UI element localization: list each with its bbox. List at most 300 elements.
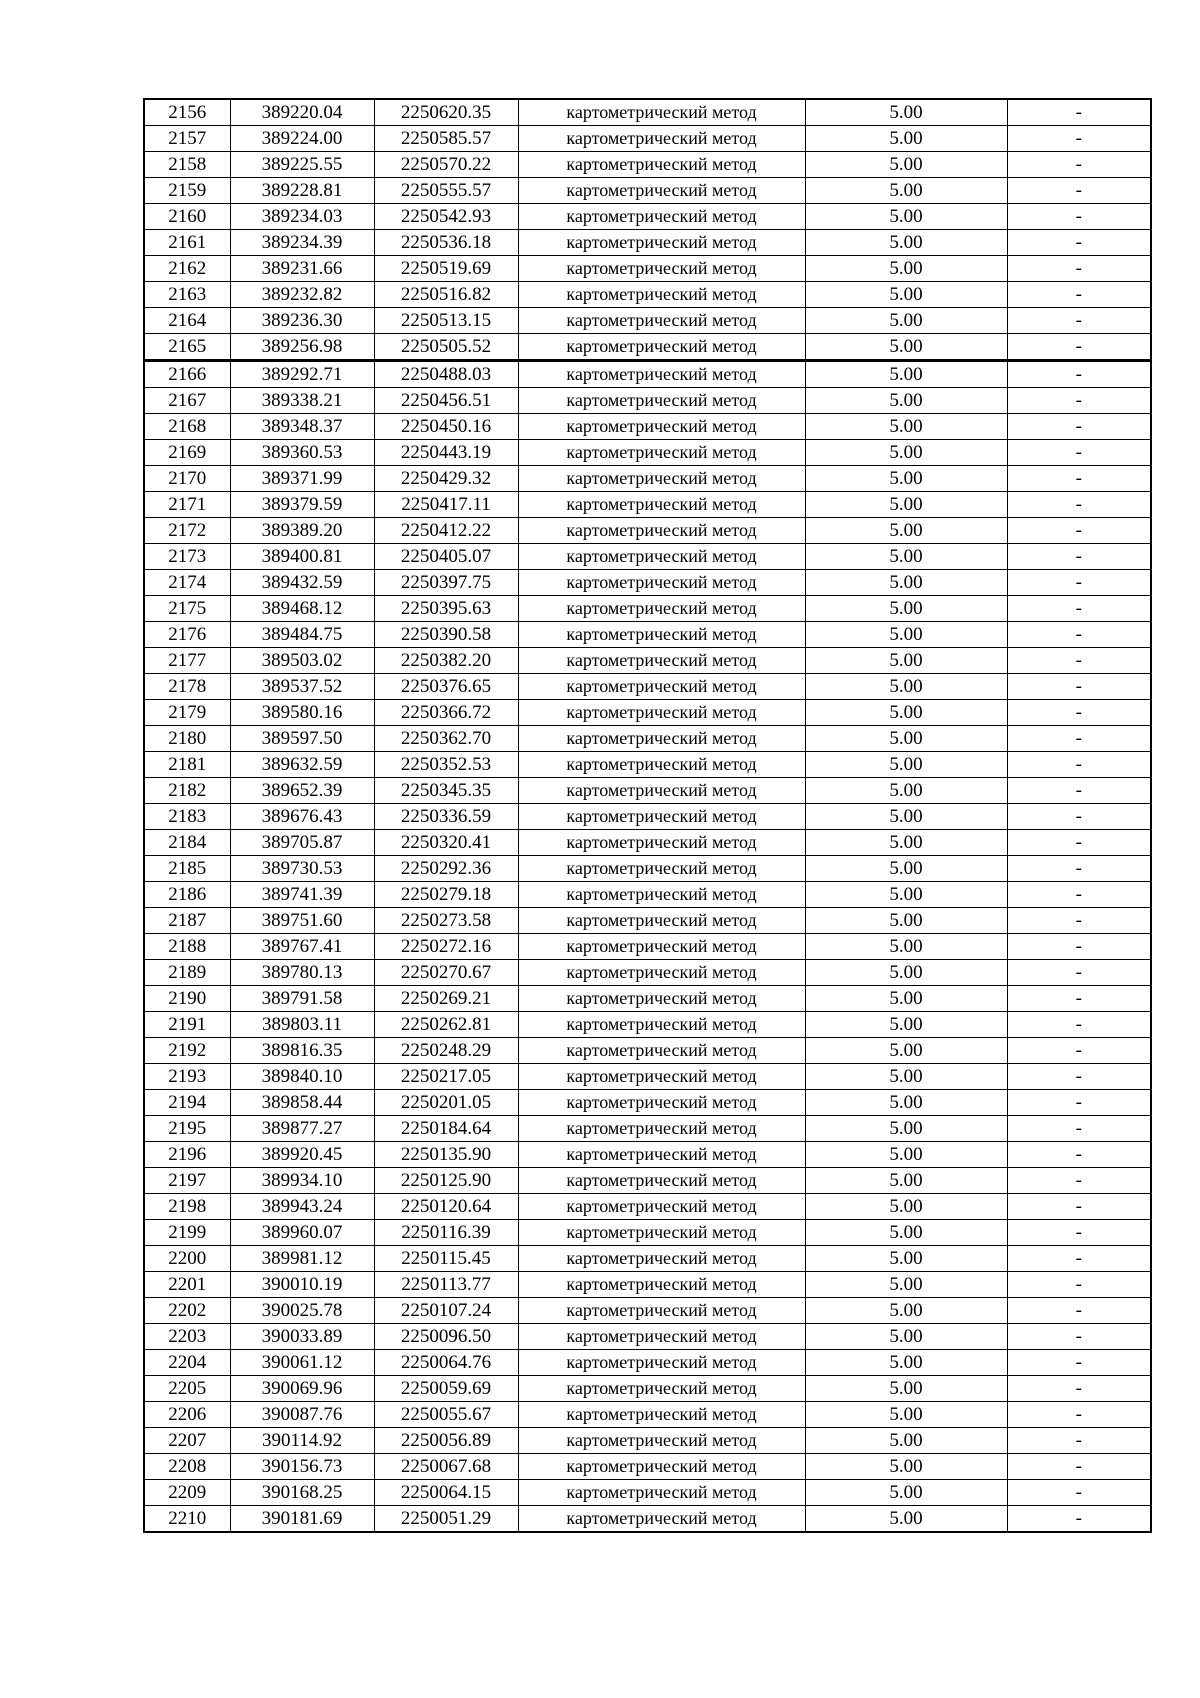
accuracy-cell: 5.00 [805, 1376, 1007, 1402]
table-row [144, 1038, 1151, 1064]
table-row [144, 570, 1151, 596]
point-number-cell: 2182 [144, 778, 230, 804]
y-coordinate-cell: 2250516.82 [374, 282, 518, 308]
x-coordinate-cell: 389943.24 [230, 1194, 374, 1220]
method-cell: картометрический метод [518, 1142, 805, 1168]
y-coordinate-cell: 2250395.63 [374, 596, 518, 622]
accuracy-cell: 5.00 [805, 1064, 1007, 1090]
method-cell: картометрический метод [518, 908, 805, 934]
x-coordinate-cell: 389767.41 [230, 934, 374, 960]
method-cell: картометрический метод [518, 1038, 805, 1064]
table-row [144, 1090, 1151, 1116]
x-coordinate-cell: 389791.58 [230, 986, 374, 1012]
method-cell: картометрический метод [518, 1402, 805, 1428]
y-coordinate-cell: 2250513.15 [374, 308, 518, 334]
y-coordinate-cell: 2250376.65 [374, 674, 518, 700]
point-number-cell: 2189 [144, 960, 230, 986]
point-number-cell: 2186 [144, 882, 230, 908]
y-coordinate-cell: 2250115.45 [374, 1246, 518, 1272]
y-coordinate-cell: 2250390.58 [374, 622, 518, 648]
x-coordinate-cell: 389877.27 [230, 1116, 374, 1142]
table-row [144, 99, 1151, 126]
table-row [144, 414, 1151, 440]
y-coordinate-cell: 2250248.29 [374, 1038, 518, 1064]
accuracy-cell: 5.00 [805, 648, 1007, 674]
x-coordinate-cell: 389371.99 [230, 466, 374, 492]
method-cell: картометрический метод [518, 1298, 805, 1324]
accuracy-cell: 5.00 [805, 1194, 1007, 1220]
accuracy-cell: 5.00 [805, 152, 1007, 178]
description-cell: - [1007, 1142, 1151, 1168]
y-coordinate-cell: 2250320.41 [374, 830, 518, 856]
accuracy-cell: 5.00 [805, 544, 1007, 570]
accuracy-cell: 5.00 [805, 1402, 1007, 1428]
description-cell: - [1007, 388, 1151, 414]
method-cell: картометрический метод [518, 1454, 805, 1480]
y-coordinate-cell: 2250067.68 [374, 1454, 518, 1480]
y-coordinate-cell: 2250429.32 [374, 466, 518, 492]
point-number-cell: 2200 [144, 1246, 230, 1272]
accuracy-cell: 5.00 [805, 256, 1007, 282]
point-number-cell: 2196 [144, 1142, 230, 1168]
point-number-cell: 2173 [144, 544, 230, 570]
point-number-cell: 2167 [144, 388, 230, 414]
y-coordinate-cell: 2250107.24 [374, 1298, 518, 1324]
y-coordinate-cell: 2250443.19 [374, 440, 518, 466]
x-coordinate-cell: 390025.78 [230, 1298, 374, 1324]
accuracy-cell: 5.00 [805, 804, 1007, 830]
accuracy-cell: 5.00 [805, 1012, 1007, 1038]
y-coordinate-cell: 2250352.53 [374, 752, 518, 778]
table-row [144, 778, 1151, 804]
method-cell: картометрический метод [518, 622, 805, 648]
method-cell: картометрический метод [518, 414, 805, 440]
method-cell: картометрический метод [518, 518, 805, 544]
accuracy-cell: 5.00 [805, 934, 1007, 960]
coordinate-table-body [144, 99, 1151, 1532]
accuracy-cell: 5.00 [805, 960, 1007, 986]
point-number-cell: 2166 [144, 361, 230, 388]
x-coordinate-cell: 389934.10 [230, 1168, 374, 1194]
description-cell: - [1007, 1194, 1151, 1220]
x-coordinate-cell: 389292.71 [230, 361, 374, 388]
point-number-cell: 2161 [144, 230, 230, 256]
x-coordinate-cell: 390156.73 [230, 1454, 374, 1480]
method-cell: картометрический метод [518, 492, 805, 518]
accuracy-cell: 5.00 [805, 1246, 1007, 1272]
y-coordinate-cell: 2250217.05 [374, 1064, 518, 1090]
description-cell: - [1007, 466, 1151, 492]
x-coordinate-cell: 389231.66 [230, 256, 374, 282]
accuracy-cell: 5.00 [805, 1142, 1007, 1168]
x-coordinate-cell: 390114.92 [230, 1428, 374, 1454]
accuracy-cell: 5.00 [805, 778, 1007, 804]
table-row [144, 674, 1151, 700]
method-cell: картометрический метод [518, 126, 805, 152]
point-number-cell: 2201 [144, 1272, 230, 1298]
x-coordinate-cell: 390061.12 [230, 1350, 374, 1376]
table-row [144, 856, 1151, 882]
point-number-cell: 2183 [144, 804, 230, 830]
description-cell: - [1007, 414, 1151, 440]
description-cell: - [1007, 1272, 1151, 1298]
table-row [144, 1376, 1151, 1402]
y-coordinate-cell: 2250120.64 [374, 1194, 518, 1220]
accuracy-cell: 5.00 [805, 1428, 1007, 1454]
table-row [144, 986, 1151, 1012]
table-row [144, 804, 1151, 830]
point-number-cell: 2181 [144, 752, 230, 778]
point-number-cell: 2171 [144, 492, 230, 518]
x-coordinate-cell: 389920.45 [230, 1142, 374, 1168]
description-cell: - [1007, 544, 1151, 570]
point-number-cell: 2190 [144, 986, 230, 1012]
point-number-cell: 2195 [144, 1116, 230, 1142]
method-cell: картометрический метод [518, 570, 805, 596]
point-number-cell: 2192 [144, 1038, 230, 1064]
point-number-cell: 2169 [144, 440, 230, 466]
accuracy-cell: 5.00 [805, 1506, 1007, 1533]
description-cell: - [1007, 1220, 1151, 1246]
point-number-cell: 2193 [144, 1064, 230, 1090]
method-cell: картометрический метод [518, 960, 805, 986]
table-row [144, 1506, 1151, 1533]
method-cell: картометрический метод [518, 1376, 805, 1402]
y-coordinate-cell: 2250113.77 [374, 1272, 518, 1298]
accuracy-cell: 5.00 [805, 178, 1007, 204]
description-cell: - [1007, 1428, 1151, 1454]
y-coordinate-cell: 2250505.52 [374, 334, 518, 361]
description-cell: - [1007, 256, 1151, 282]
table-row [144, 1220, 1151, 1246]
table-row [144, 622, 1151, 648]
accuracy-cell: 5.00 [805, 334, 1007, 361]
y-coordinate-cell: 2250059.69 [374, 1376, 518, 1402]
accuracy-cell: 5.00 [805, 1038, 1007, 1064]
point-number-cell: 2202 [144, 1298, 230, 1324]
x-coordinate-cell: 389379.59 [230, 492, 374, 518]
accuracy-cell: 5.00 [805, 282, 1007, 308]
y-coordinate-cell: 2250055.67 [374, 1402, 518, 1428]
method-cell: картометрический метод [518, 388, 805, 414]
method-cell: картометрический метод [518, 1350, 805, 1376]
point-number-cell: 2184 [144, 830, 230, 856]
x-coordinate-cell: 389224.00 [230, 126, 374, 152]
x-coordinate-cell: 389228.81 [230, 178, 374, 204]
y-coordinate-cell: 2250336.59 [374, 804, 518, 830]
point-number-cell: 2163 [144, 282, 230, 308]
description-cell: - [1007, 778, 1151, 804]
accuracy-cell: 5.00 [805, 361, 1007, 388]
x-coordinate-cell: 389232.82 [230, 282, 374, 308]
point-number-cell: 2185 [144, 856, 230, 882]
x-coordinate-cell: 389503.02 [230, 648, 374, 674]
y-coordinate-cell: 2250542.93 [374, 204, 518, 230]
method-cell: картометрический метод [518, 99, 805, 126]
y-coordinate-cell: 2250135.90 [374, 1142, 518, 1168]
accuracy-cell: 5.00 [805, 882, 1007, 908]
description-cell: - [1007, 882, 1151, 908]
y-coordinate-cell: 2250555.57 [374, 178, 518, 204]
description-cell: - [1007, 1090, 1151, 1116]
x-coordinate-cell: 389705.87 [230, 830, 374, 856]
accuracy-cell: 5.00 [805, 622, 1007, 648]
method-cell: картометрический метод [518, 1220, 805, 1246]
point-number-cell: 2159 [144, 178, 230, 204]
point-number-cell: 2177 [144, 648, 230, 674]
x-coordinate-cell: 390181.69 [230, 1506, 374, 1533]
coordinate-table [143, 98, 1152, 1533]
description-cell: - [1007, 1298, 1151, 1324]
point-number-cell: 2203 [144, 1324, 230, 1350]
x-coordinate-cell: 389652.39 [230, 778, 374, 804]
point-number-cell: 2199 [144, 1220, 230, 1246]
x-coordinate-cell: 389632.59 [230, 752, 374, 778]
accuracy-cell: 5.00 [805, 1168, 1007, 1194]
x-coordinate-cell: 389537.52 [230, 674, 374, 700]
point-number-cell: 2158 [144, 152, 230, 178]
point-number-cell: 2194 [144, 1090, 230, 1116]
table-row [144, 466, 1151, 492]
method-cell: картометрический метод [518, 440, 805, 466]
method-cell: картометрический метод [518, 934, 805, 960]
y-coordinate-cell: 2250620.35 [374, 99, 518, 126]
x-coordinate-cell: 389803.11 [230, 1012, 374, 1038]
method-cell: картометрический метод [518, 466, 805, 492]
x-coordinate-cell: 389484.75 [230, 622, 374, 648]
table-row [144, 1246, 1151, 1272]
y-coordinate-cell: 2250096.50 [374, 1324, 518, 1350]
x-coordinate-cell: 389360.53 [230, 440, 374, 466]
y-coordinate-cell: 2250270.67 [374, 960, 518, 986]
x-coordinate-cell: 389234.39 [230, 230, 374, 256]
y-coordinate-cell: 2250366.72 [374, 700, 518, 726]
x-coordinate-cell: 389234.03 [230, 204, 374, 230]
description-cell: - [1007, 934, 1151, 960]
description-cell: - [1007, 830, 1151, 856]
y-coordinate-cell: 2250125.90 [374, 1168, 518, 1194]
method-cell: картометрический метод [518, 804, 805, 830]
table-row [144, 726, 1151, 752]
point-number-cell: 2204 [144, 1350, 230, 1376]
table-row [144, 1142, 1151, 1168]
y-coordinate-cell: 2250292.36 [374, 856, 518, 882]
method-cell: картометрический метод [518, 752, 805, 778]
x-coordinate-cell: 389236.30 [230, 308, 374, 334]
table-row [144, 1064, 1151, 1090]
description-cell: - [1007, 178, 1151, 204]
description-cell: - [1007, 986, 1151, 1012]
description-cell: - [1007, 230, 1151, 256]
method-cell: картометрический метод [518, 1090, 805, 1116]
accuracy-cell: 5.00 [805, 492, 1007, 518]
description-cell: - [1007, 1376, 1151, 1402]
method-cell: картометрический метод [518, 1506, 805, 1533]
method-cell: картометрический метод [518, 1480, 805, 1506]
x-coordinate-cell: 389960.07 [230, 1220, 374, 1246]
table-row [144, 1454, 1151, 1480]
description-cell: - [1007, 361, 1151, 388]
method-cell: картометрический метод [518, 1246, 805, 1272]
point-number-cell: 2207 [144, 1428, 230, 1454]
table-row [144, 230, 1151, 256]
x-coordinate-cell: 390010.19 [230, 1272, 374, 1298]
table-row [144, 1402, 1151, 1428]
method-cell: картометрический метод [518, 1194, 805, 1220]
x-coordinate-cell: 389338.21 [230, 388, 374, 414]
y-coordinate-cell: 2250405.07 [374, 544, 518, 570]
method-cell: картометрический метод [518, 778, 805, 804]
y-coordinate-cell: 2250272.16 [374, 934, 518, 960]
table-row [144, 361, 1151, 388]
x-coordinate-cell: 389840.10 [230, 1064, 374, 1090]
method-cell: картометрический метод [518, 1272, 805, 1298]
table-row [144, 334, 1151, 361]
table-row [144, 1480, 1151, 1506]
x-coordinate-cell: 389400.81 [230, 544, 374, 570]
method-cell: картометрический метод [518, 204, 805, 230]
table-row [144, 1168, 1151, 1194]
accuracy-cell: 5.00 [805, 1454, 1007, 1480]
point-number-cell: 2187 [144, 908, 230, 934]
method-cell: картометрический метод [518, 1168, 805, 1194]
y-coordinate-cell: 2250269.21 [374, 986, 518, 1012]
y-coordinate-cell: 2250116.39 [374, 1220, 518, 1246]
table-row [144, 648, 1151, 674]
method-cell: картометрический метод [518, 1064, 805, 1090]
method-cell: картометрический метод [518, 152, 805, 178]
method-cell: картометрический метод [518, 1324, 805, 1350]
point-number-cell: 2162 [144, 256, 230, 282]
description-cell: - [1007, 440, 1151, 466]
description-cell: - [1007, 570, 1151, 596]
table-row [144, 256, 1151, 282]
description-cell: - [1007, 1012, 1151, 1038]
table-row [144, 1194, 1151, 1220]
x-coordinate-cell: 389389.20 [230, 518, 374, 544]
method-cell: картометрический метод [518, 282, 805, 308]
description-cell: - [1007, 492, 1151, 518]
accuracy-cell: 5.00 [805, 204, 1007, 230]
point-number-cell: 2180 [144, 726, 230, 752]
description-cell: - [1007, 674, 1151, 700]
point-number-cell: 2174 [144, 570, 230, 596]
method-cell: картометрический метод [518, 700, 805, 726]
method-cell: картометрический метод [518, 882, 805, 908]
y-coordinate-cell: 2250456.51 [374, 388, 518, 414]
y-coordinate-cell: 2250262.81 [374, 1012, 518, 1038]
accuracy-cell: 5.00 [805, 1116, 1007, 1142]
point-number-cell: 2172 [144, 518, 230, 544]
point-number-cell: 2188 [144, 934, 230, 960]
method-cell: картометрический метод [518, 648, 805, 674]
x-coordinate-cell: 389858.44 [230, 1090, 374, 1116]
y-coordinate-cell: 2250279.18 [374, 882, 518, 908]
x-coordinate-cell: 389348.37 [230, 414, 374, 440]
y-coordinate-cell: 2250570.22 [374, 152, 518, 178]
accuracy-cell: 5.00 [805, 440, 1007, 466]
table-row [144, 908, 1151, 934]
accuracy-cell: 5.00 [805, 674, 1007, 700]
description-cell: - [1007, 1116, 1151, 1142]
description-cell: - [1007, 596, 1151, 622]
method-cell: картометрический метод [518, 230, 805, 256]
point-number-cell: 2210 [144, 1506, 230, 1533]
y-coordinate-cell: 2250345.35 [374, 778, 518, 804]
method-cell: картометрический метод [518, 256, 805, 282]
accuracy-cell: 5.00 [805, 1324, 1007, 1350]
description-cell: - [1007, 1038, 1151, 1064]
point-number-cell: 2160 [144, 204, 230, 230]
x-coordinate-cell: 390033.89 [230, 1324, 374, 1350]
point-number-cell: 2165 [144, 334, 230, 361]
description-cell: - [1007, 1454, 1151, 1480]
y-coordinate-cell: 2250417.11 [374, 492, 518, 518]
description-cell: - [1007, 334, 1151, 361]
point-number-cell: 2164 [144, 308, 230, 334]
table-row [144, 178, 1151, 204]
description-cell: - [1007, 1480, 1151, 1506]
y-coordinate-cell: 2250273.58 [374, 908, 518, 934]
description-cell: - [1007, 856, 1151, 882]
accuracy-cell: 5.00 [805, 518, 1007, 544]
accuracy-cell: 5.00 [805, 1298, 1007, 1324]
table-row [144, 152, 1151, 178]
description-cell: - [1007, 1168, 1151, 1194]
accuracy-cell: 5.00 [805, 1480, 1007, 1506]
y-coordinate-cell: 2250201.05 [374, 1090, 518, 1116]
table-row [144, 308, 1151, 334]
y-coordinate-cell: 2250056.89 [374, 1428, 518, 1454]
description-cell: - [1007, 726, 1151, 752]
x-coordinate-cell: 389816.35 [230, 1038, 374, 1064]
accuracy-cell: 5.00 [805, 1350, 1007, 1376]
table-row [144, 126, 1151, 152]
accuracy-cell: 5.00 [805, 388, 1007, 414]
y-coordinate-cell: 2250450.16 [374, 414, 518, 440]
description-cell: - [1007, 622, 1151, 648]
table-row [144, 830, 1151, 856]
description-cell: - [1007, 282, 1151, 308]
accuracy-cell: 5.00 [805, 414, 1007, 440]
accuracy-cell: 5.00 [805, 700, 1007, 726]
table-row [144, 934, 1151, 960]
x-coordinate-cell: 390069.96 [230, 1376, 374, 1402]
method-cell: картометрический метод [518, 856, 805, 882]
x-coordinate-cell: 390087.76 [230, 1402, 374, 1428]
table-row [144, 492, 1151, 518]
point-number-cell: 2206 [144, 1402, 230, 1428]
y-coordinate-cell: 2250488.03 [374, 361, 518, 388]
description-cell: - [1007, 1506, 1151, 1533]
x-coordinate-cell: 389220.04 [230, 99, 374, 126]
point-number-cell: 2176 [144, 622, 230, 648]
x-coordinate-cell: 389597.50 [230, 726, 374, 752]
accuracy-cell: 5.00 [805, 126, 1007, 152]
x-coordinate-cell: 389741.39 [230, 882, 374, 908]
accuracy-cell: 5.00 [805, 908, 1007, 934]
point-number-cell: 2168 [144, 414, 230, 440]
description-cell: - [1007, 126, 1151, 152]
point-number-cell: 2205 [144, 1376, 230, 1402]
description-cell: - [1007, 308, 1151, 334]
table-row [144, 1428, 1151, 1454]
description-cell: - [1007, 152, 1151, 178]
y-coordinate-cell: 2250362.70 [374, 726, 518, 752]
y-coordinate-cell: 2250051.29 [374, 1506, 518, 1533]
y-coordinate-cell: 2250585.57 [374, 126, 518, 152]
description-cell: - [1007, 1246, 1151, 1272]
